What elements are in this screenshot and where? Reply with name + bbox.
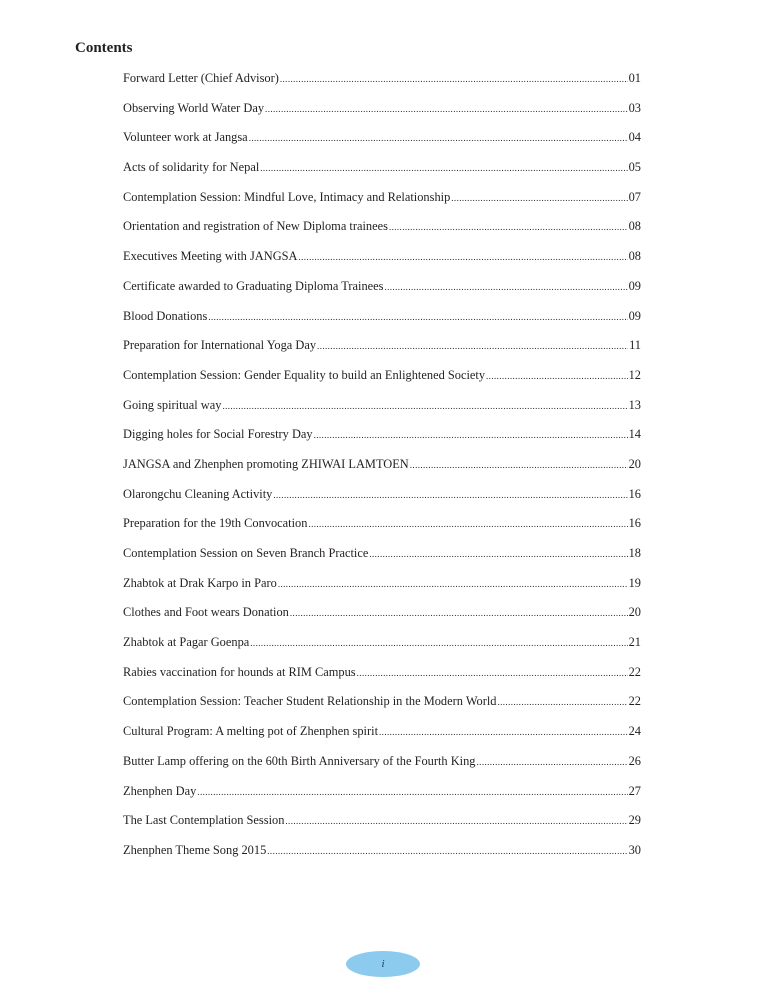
toc-entry-page: 22: [628, 694, 641, 709]
dot-leader: [249, 133, 628, 143]
toc-entry-page: 07: [628, 189, 641, 204]
toc-entry-title: The Last Contemplation Session: [123, 813, 285, 828]
toc-entry-page: 01: [628, 71, 641, 85]
toc-entry[interactable]: [123, 457, 641, 487]
dot-leader: [197, 787, 627, 797]
toc-entry[interactable]: [123, 427, 641, 457]
dot-leader: [451, 193, 627, 203]
toc-entry[interactable]: [123, 130, 641, 160]
toc-entry-title: Orientation and registration of New Diploma trainees: [123, 219, 388, 234]
contents-heading: Contents: [75, 40, 133, 56]
toc-entry-page: 08: [628, 249, 641, 264]
toc-entry[interactable]: [123, 546, 641, 576]
toc-entry-page: 05: [628, 160, 641, 175]
toc-entry[interactable]: [123, 576, 641, 606]
dot-leader: [265, 104, 628, 114]
toc-entry-title: Forward Letter (Chief Advisor): [123, 71, 279, 85]
toc-entry-title: Digging holes for Social Forestry Day: [123, 427, 313, 442]
toc-entry-page: 12: [628, 367, 641, 382]
toc-entry-page: 27: [628, 783, 641, 798]
table-of-contents: [123, 71, 641, 873]
toc-entry-title: JANGSA and Zhenphen promoting ZHIWAI LAMTOEN: [123, 456, 409, 471]
toc-entry-title: Contemplation Session: Gender Equality to build an Enlightened Society: [123, 367, 486, 382]
dot-leader: [410, 460, 628, 470]
page-number: i: [381, 958, 385, 970]
toc-entry-title: Going spiritual way: [123, 397, 222, 412]
toc-entry-page: 04: [628, 130, 641, 145]
toc-entry[interactable]: [123, 813, 641, 843]
toc-entry-page: 22: [628, 664, 641, 679]
toc-entry-title: Contemplation Session: Mindful Love, Intimacy and Relationship: [123, 189, 451, 204]
toc-entry[interactable]: [123, 249, 641, 279]
toc-entry-page: 11: [629, 338, 641, 353]
toc-entry-page: 03: [628, 100, 641, 115]
toc-entry-page: 08: [628, 219, 641, 234]
toc-entry[interactable]: [123, 71, 641, 101]
toc-entry-title: Blood Donations: [123, 308, 208, 323]
dot-leader: [477, 757, 628, 767]
toc-entry[interactable]: [123, 309, 641, 339]
toc-entry-title: Preparation for the 19th Convocation: [123, 516, 308, 531]
toc-entry-page: 14: [628, 427, 641, 442]
dot-leader: [384, 282, 627, 292]
dot-leader: [250, 638, 627, 648]
toc-entry-page: 09: [628, 278, 641, 293]
toc-entry-title: Zhenphen Day: [123, 783, 197, 798]
toc-entry[interactable]: [123, 754, 641, 784]
dot-leader: [317, 341, 628, 351]
toc-entry-title: Olarongchu Cleaning Activity: [123, 486, 273, 501]
toc-entry[interactable]: [123, 516, 641, 546]
toc-entry-page: 09: [628, 308, 641, 323]
toc-entry[interactable]: [123, 694, 641, 724]
toc-entry-title: Contemplation Session on Seven Branch Practice: [123, 546, 369, 560]
toc-entry-title: Rabies vaccination for hounds at RIM Campus: [123, 664, 356, 679]
dot-leader: [285, 816, 627, 826]
toc-entry-page: 16: [628, 486, 641, 501]
toc-entry[interactable]: [123, 101, 641, 131]
toc-entry[interactable]: [123, 605, 641, 635]
toc-entry-title: Acts of solidarity for Nepal: [123, 160, 260, 175]
dot-leader: [314, 430, 628, 440]
dot-leader: [280, 74, 628, 84]
toc-entry[interactable]: [123, 724, 641, 754]
toc-entry-title: Zhabtok at Drak Karpo in Paro: [123, 575, 277, 590]
toc-entry-title: Cultural Program: A melting pot of Zhenphen spirit: [123, 724, 379, 739]
toc-entry[interactable]: [123, 160, 641, 190]
toc-entry-title: Certificate awarded to Graduating Diploma Trainees: [123, 278, 384, 293]
dot-leader: [290, 608, 628, 618]
dot-leader: [298, 252, 627, 262]
dot-leader: [273, 490, 627, 500]
dot-leader: [389, 222, 628, 232]
toc-entry[interactable]: [123, 338, 641, 368]
dot-leader: [379, 727, 628, 737]
toc-entry-page: 16: [628, 516, 641, 531]
dot-leader: [222, 401, 627, 411]
toc-entry[interactable]: [123, 368, 641, 398]
dot-leader: [260, 163, 627, 173]
dot-leader: [357, 668, 628, 678]
toc-entry-title: Volunteer work at Jangsa: [123, 130, 248, 145]
dot-leader: [486, 371, 628, 381]
toc-entry-page: 13: [628, 397, 641, 412]
toc-entry-title: Butter Lamp offering on the 60th Birth Anniversary of the Fourth King: [123, 753, 476, 768]
dot-leader: [308, 519, 627, 529]
toc-entry-page: 24: [628, 724, 641, 739]
toc-entry-title: Zhenphen Theme Song 2015: [123, 842, 267, 857]
toc-entry[interactable]: [123, 279, 641, 309]
toc-entry-page: 21: [628, 635, 641, 650]
toc-entry[interactable]: [123, 665, 641, 695]
toc-entry-page: 30: [628, 842, 641, 857]
toc-entry-title: Observing World Water Day: [123, 100, 265, 115]
toc-entry-page: 20: [628, 456, 641, 471]
toc-entry-page: 29: [628, 813, 641, 828]
toc-entry-page: 20: [628, 605, 641, 620]
toc-entry[interactable]: [123, 635, 641, 665]
dot-leader: [208, 312, 627, 322]
toc-entry-title: Contemplation Session: Teacher Student Relationship in the Modern World: [123, 694, 497, 709]
toc-entry-title: Clothes and Foot wears Donation: [123, 605, 289, 620]
toc-entry-page: 26: [628, 753, 641, 768]
toc-entry[interactable]: [123, 843, 641, 873]
dot-leader: [369, 549, 627, 559]
toc-entry-page: 19: [628, 575, 641, 590]
toc-entry[interactable]: [123, 219, 641, 249]
toc-entry-title: Executives Meeting with JANGSA: [123, 249, 298, 264]
toc-entry-title: Preparation for International Yoga Day: [123, 338, 317, 353]
dot-leader: [267, 846, 627, 856]
toc-entry[interactable]: [123, 398, 641, 428]
toc-entry-page: 18: [628, 546, 641, 560]
toc-entry[interactable]: [123, 784, 641, 814]
toc-entry[interactable]: [123, 190, 641, 220]
dot-leader: [497, 697, 627, 707]
dot-leader: [278, 579, 628, 589]
toc-entry[interactable]: [123, 487, 641, 517]
page-number-badge: [346, 951, 420, 977]
toc-entry-title: Zhabtok at Pagar Goenpa: [123, 635, 250, 650]
